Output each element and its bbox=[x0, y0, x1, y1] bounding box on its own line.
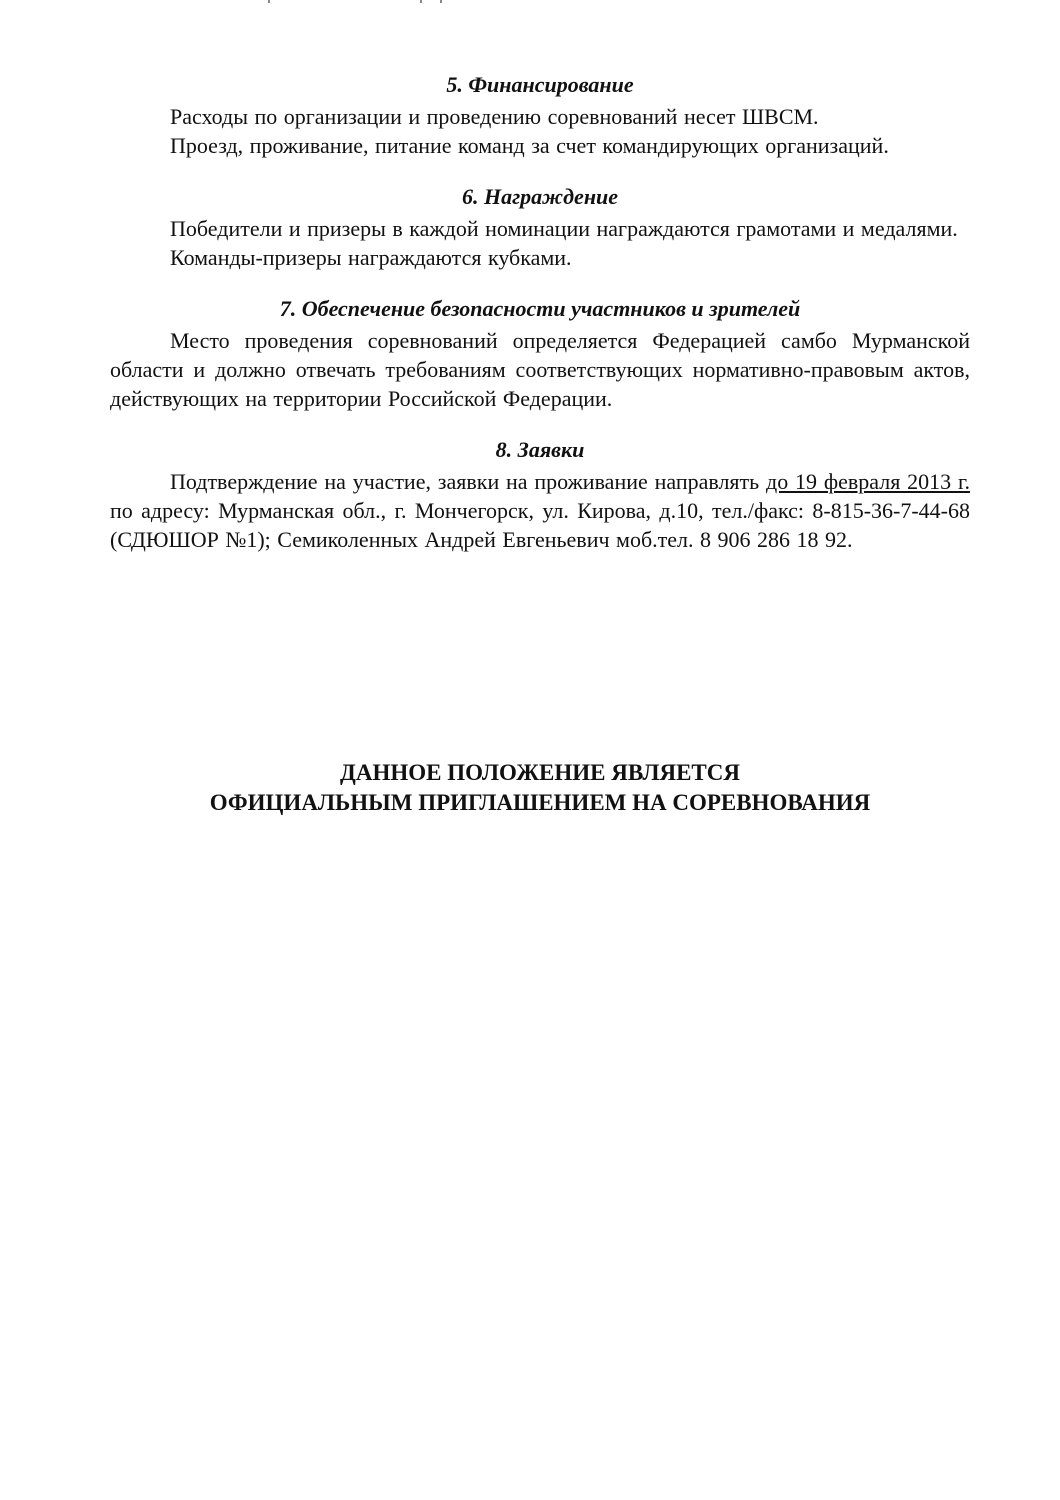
section-applications bbox=[110, 435, 970, 554]
section-financing bbox=[110, 70, 970, 160]
section-heading: 7. Обеспечение безопасности участников и зрителей bbox=[279, 296, 801, 321]
paragraph: Победители и призеры в каждой номинации награждаются грамотами и медалями. bbox=[170, 216, 958, 241]
section-heading: 5. Финансирование bbox=[446, 72, 634, 97]
paragraph: Проезд, проживание, питание команд за счет командирующих организаций. bbox=[170, 133, 889, 158]
scan-artifact bbox=[440, 0, 442, 3]
closing-statement bbox=[110, 758, 970, 818]
scan-artifact bbox=[268, 0, 270, 3]
scan-artifact bbox=[420, 0, 422, 3]
application-deadline: до 19 февраля 2013 г. bbox=[766, 469, 970, 494]
paragraph-applications bbox=[110, 467, 970, 554]
section-awards bbox=[110, 182, 970, 272]
section-heading: 6. Награждение bbox=[461, 184, 619, 209]
document-body bbox=[110, 70, 970, 576]
application-text-after: по адресу: Мурманская обл., г. Мончегорск, ул. Кирова, д.10, тел./факс: 8-815-36-7-44-68 (СДЮШОР №1); Семиколенных Андрей Евгеньевич моб.тел. 8 906 286 18 92. bbox=[110, 498, 970, 552]
closing-line-2: ОФИЦИАЛЬНЫМ ПРИГЛАШЕНИЕМ НА СОРЕВНОВАНИЯ bbox=[209, 790, 871, 815]
section-heading: 8. Заявки bbox=[495, 437, 585, 462]
application-text-before: Подтверждение на участие, заявки на проживание направлять bbox=[170, 469, 767, 494]
paragraph: Команды-призеры награждаются кубками. bbox=[170, 245, 572, 270]
section-safety bbox=[110, 294, 970, 413]
closing-line-1: ДАННОЕ ПОЛОЖЕНИЕ ЯВЛЯЕТСЯ bbox=[340, 760, 740, 785]
paragraph: Место проведения соревнований определяется Федерацией самбо Мурманской области и должно отвечать требованиям соответствующих нормативно-правовым актов, действующих на территории Российской Федерации. bbox=[110, 328, 970, 411]
paragraph: Расходы по организации и проведению соревнований несет ШВСМ. bbox=[170, 104, 819, 129]
